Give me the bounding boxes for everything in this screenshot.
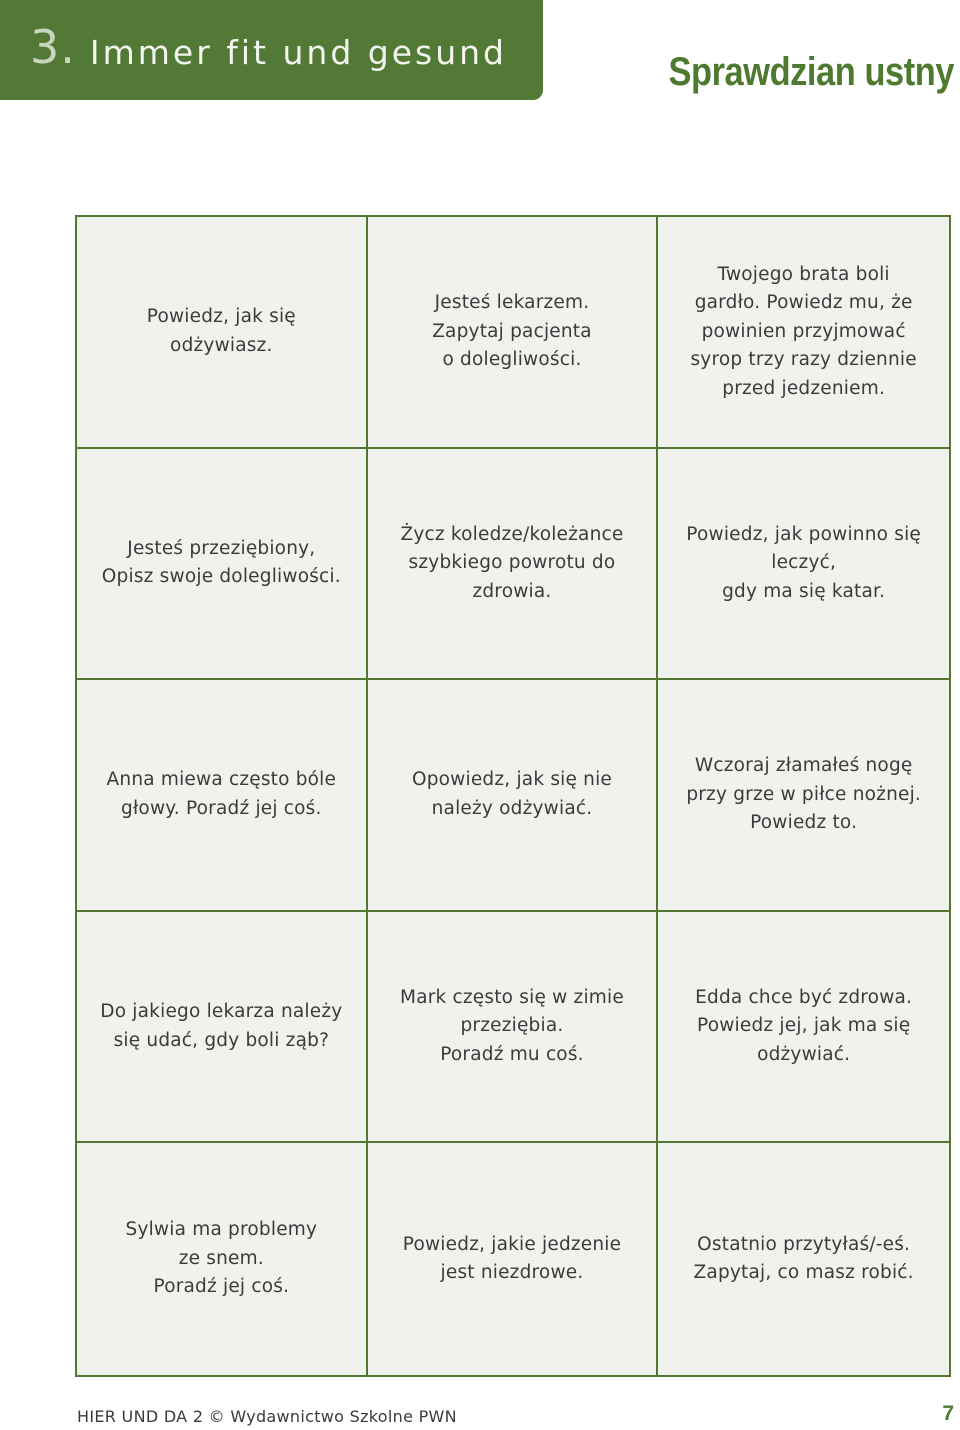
chapter-header-tab bbox=[0, 0, 543, 100]
speaking-card bbox=[658, 217, 949, 449]
card-text: Życz koledze/koleżance szybkiego powrotu do zdrowia. bbox=[400, 523, 624, 602]
speaking-card bbox=[368, 680, 659, 912]
speaking-card bbox=[77, 680, 368, 912]
card-text: Opowiedz, jak się nie należy odżywiać. bbox=[411, 769, 613, 819]
speaking-card bbox=[658, 449, 949, 681]
card-text: Mark często się w zimie przeziębia. Poradź mu coś. bbox=[400, 986, 624, 1065]
card-text: Edda chce być zdrowa. Powiedz jej, jak ma się odżywiać. bbox=[695, 986, 913, 1065]
speaking-card bbox=[77, 912, 368, 1144]
footer-credit: HIER UND DA 2 © Wydawnictwo Szkolne PWN bbox=[77, 1407, 457, 1426]
speaking-card bbox=[77, 217, 368, 449]
speaking-card bbox=[658, 1143, 949, 1375]
card-text: Ostatnio przytyłaś/-eś. Zapytaj, co masz robić. bbox=[693, 1233, 914, 1284]
speaking-card bbox=[368, 912, 659, 1144]
speaking-cards-grid bbox=[75, 215, 951, 1377]
speaking-card bbox=[368, 217, 659, 449]
card-text: Powiedz, jak się odżywiasz. bbox=[146, 306, 296, 356]
exam-title: Sprawdzian ustny bbox=[668, 50, 954, 94]
speaking-card bbox=[77, 449, 368, 681]
speaking-card bbox=[368, 449, 659, 681]
speaking-card bbox=[658, 912, 949, 1144]
speaking-card bbox=[368, 1143, 659, 1375]
page-number: 7 bbox=[942, 1402, 954, 1425]
card-text: Jesteś lekarzem. Zapytaj pacjenta o dolegliwości. bbox=[432, 292, 592, 371]
chapter-number: 3. bbox=[30, 20, 76, 74]
card-text: Sylwia ma problemy ze snem. Poradź jej coś. bbox=[125, 1219, 318, 1298]
card-text: Powiedz, jakie jedzenie jest niezdrowe. bbox=[402, 1233, 622, 1284]
card-text: Jesteś przeziębiony, Opisz swoje dolegliwości. bbox=[101, 537, 341, 588]
card-text: Wczoraj złamałeś nogę przy grze w piłce nożnej. Powiedz to. bbox=[686, 755, 921, 834]
speaking-card bbox=[77, 1143, 368, 1375]
speaking-card bbox=[658, 680, 949, 912]
card-text: Powiedz, jak powinno się leczyć, gdy ma się katar. bbox=[686, 523, 921, 602]
chapter-title: Immer fit und gesund bbox=[89, 32, 507, 72]
card-text: Do jakiego lekarza należy się udać, gdy boli ząb? bbox=[100, 1001, 343, 1051]
card-text: Anna miewa często bóle głowy. Poradź jej coś. bbox=[106, 769, 337, 819]
card-text: Twojego brata boli gardło. Powiedz mu, że powinien przyjmować syrop trzy razy dziennie przed jedzeniem. bbox=[690, 263, 917, 399]
